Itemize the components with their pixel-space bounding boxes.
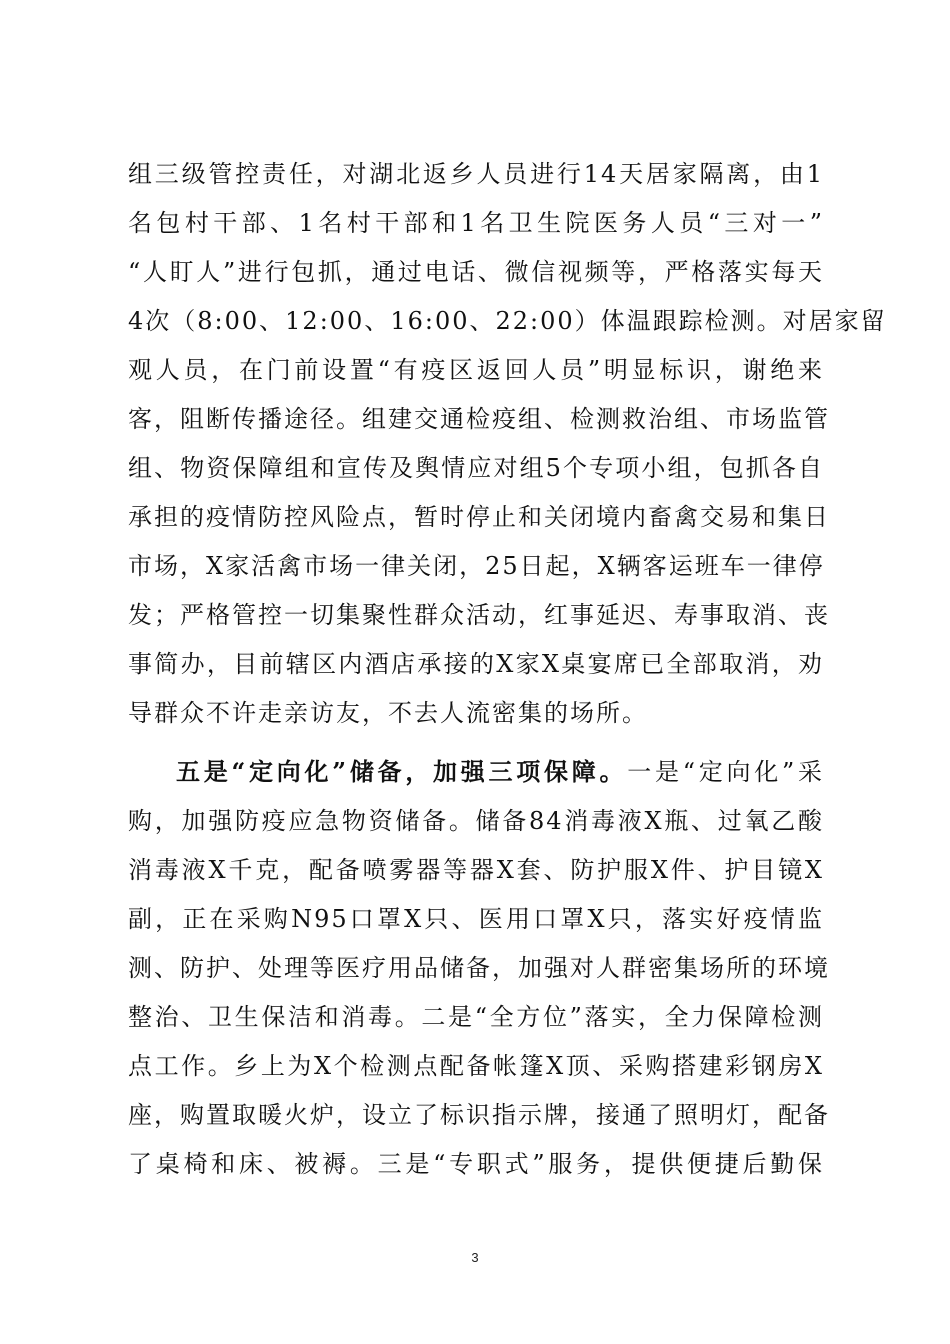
paragraph-line: 事简办，目前辖区内酒店承接的X家X桌宴席已全部取消，劝 (128, 650, 824, 678)
paragraph-line: “人盯人”进行包抓，通过电话、微信视频等，严格落实每天 (128, 258, 824, 286)
paragraph-line: 消毒液X千克，配备喷雾器等器X套、防护服X件、护目镜X (128, 856, 824, 884)
page-number: 3 (471, 1250, 479, 1265)
paragraph-line: 测、防护、处理等医疗用品储备，加强对人群密集场所的环境 (128, 954, 830, 982)
paragraph-line: 导群众不许走亲访友，不去人流密集的场所。 (128, 699, 648, 727)
paragraph-line: 组、物资保障组和宣传及舆情应对组5个专项小组，包抓各自 (128, 454, 824, 482)
paragraph-line: 名包村干部、1名村干部和1名卫生院医务人员“三对一” (128, 209, 824, 237)
paragraph-line: 了桌椅和床、被褥。三是“专职式”服务，提供便捷后勤保 (128, 1150, 824, 1178)
paragraph-line: 购，加强防疫应急物资储备。储备84消毒液X瓶、过氧乙酸 (128, 807, 824, 835)
paragraph-line: 4次（8:00、12:00、16:00、22:00）体温跟踪检测。对居家留 (128, 307, 887, 335)
paragraph-text: 一是“定向化”采 (627, 758, 824, 786)
paragraph-line: 整治、卫生保洁和消毒。二是“全方位”落实，全力保障检测 (128, 1003, 824, 1031)
paragraph-line: 承担的疫情防控风险点，暂时停止和关闭境内畜禽交易和集日 (128, 503, 830, 531)
paragraph-line: 观人员，在门前设置“有疫区返回人员”明显标识，谢绝来 (128, 356, 824, 384)
paragraph-line: 组三级管控责任，对湖北返乡人员进行14天居家隔离，由1 (128, 160, 824, 188)
paragraph-first-line (176, 748, 824, 796)
paragraph-line: 点工作。乡上为X个检测点配备帐篷X顶、采购搭建彩钢房X (128, 1052, 824, 1080)
paragraph-line: 发；严格管控一切集聚性群众活动，红事延迟、寿事取消、丧 (128, 601, 830, 629)
paragraph-line: 座，购置取暖火炉，设立了标识指示牌，接通了照明灯，配备 (128, 1101, 830, 1129)
paragraph-line: 副，正在采购N95口罩X只、医用口罩X只，落实好疫情监 (128, 905, 824, 933)
paragraph-line: 客，阻断传播途径。组建交通检疫组、检测救治组、市场监管 (128, 405, 830, 433)
paragraph-line: 市场，X家活禽市场一律关闭，25日起，X辆客运班车一律停 (128, 552, 825, 580)
section-heading: 五是“定向化”储备，加强三项保障。 (176, 757, 628, 786)
